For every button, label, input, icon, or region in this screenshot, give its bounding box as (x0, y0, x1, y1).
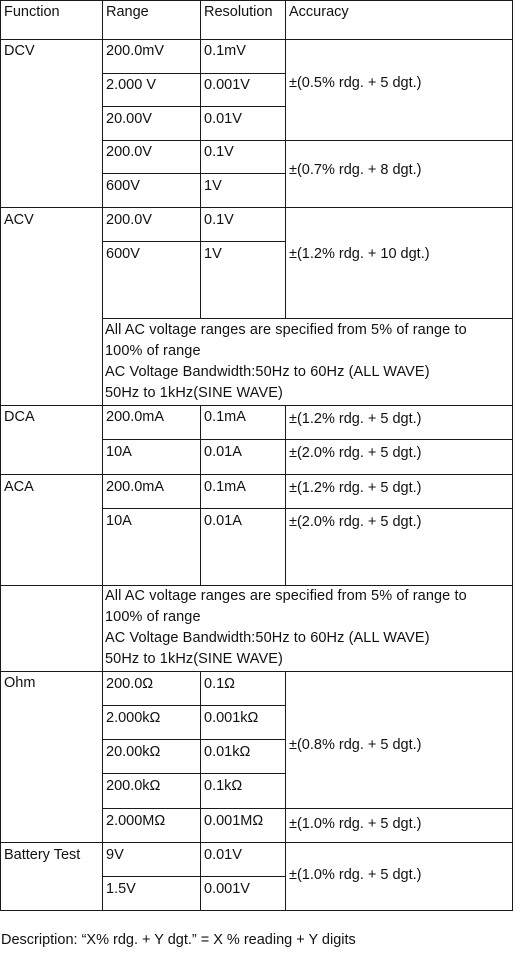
accuracy-dcv-high: ±(0.7% rdg. + 8 dgt.) (289, 162, 422, 178)
range-cell: 200.0kΩ (106, 778, 161, 794)
resolution-cell: 0.01V (204, 847, 242, 863)
accuracy-dcv-low: ±(0.5% rdg. + 5 dgt.) (289, 75, 422, 91)
resolution-cell: 1V (204, 178, 222, 194)
note-line: 50Hz to 1kHz(SINE WAVE) (105, 385, 283, 401)
note-line: AC Voltage Bandwidth:50Hz to 60Hz (ALL WAVE) (105, 364, 430, 380)
accuracy-ohm-high: ±(1.0% rdg. + 5 dgt.) (289, 816, 422, 832)
resolution-cell: 1V (204, 246, 222, 262)
resolution-cell: 0.1mA (204, 479, 246, 495)
note-line: 100% of range (105, 609, 201, 625)
accuracy-aca-10a: ±(2.0% rdg. + 5 dgt.) (289, 514, 422, 530)
resolution-cell: 0.001V (204, 77, 250, 93)
range-cell: 10A (106, 513, 132, 529)
function-aca: ACA (4, 479, 34, 495)
resolution-cell: 0.1Ω (204, 676, 235, 692)
range-cell: 200.0V (106, 144, 152, 160)
header-resolution: Resolution (204, 4, 273, 20)
resolution-cell: 0.01V (204, 111, 242, 127)
range-cell: 1.5V (106, 881, 136, 897)
range-cell: 2.000kΩ (106, 710, 161, 726)
range-cell: 20.00kΩ (106, 744, 161, 760)
range-cell: 9V (106, 847, 124, 863)
note-line: All AC voltage ranges are specified from 5% of range to (105, 588, 467, 604)
header-function: Function (4, 4, 60, 20)
accuracy-dca-200ma: ±(1.2% rdg. + 5 dgt.) (289, 411, 422, 427)
range-cell: 200.0mV (106, 43, 165, 59)
function-dca: DCA (4, 409, 35, 425)
function-acv: ACV (4, 212, 34, 228)
note-line: 50Hz to 1kHz(SINE WAVE) (105, 651, 283, 667)
description-text: Description: “X% rdg. + Y dgt.” = X % reading + Y digits (1, 932, 356, 948)
header-range: Range (106, 4, 149, 20)
range-cell: 10A (106, 444, 132, 460)
accuracy-aca-200ma: ±(1.2% rdg. + 5 dgt.) (289, 480, 422, 496)
range-cell: 200.0V (106, 212, 152, 228)
resolution-cell: 0.01A (204, 513, 242, 529)
range-cell: 2.000 V (106, 77, 156, 93)
range-cell: 600V (106, 246, 140, 262)
function-ohm: Ohm (4, 675, 36, 691)
resolution-cell: 0.01kΩ (204, 744, 251, 760)
note-line: AC Voltage Bandwidth:50Hz to 60Hz (ALL WAVE) (105, 630, 430, 646)
note-line: All AC voltage ranges are specified from 5% of range to (105, 322, 467, 338)
range-cell: 200.0mA (106, 409, 165, 425)
range-cell: 200.0Ω (106, 676, 154, 692)
range-cell: 200.0mA (106, 479, 165, 495)
resolution-cell: 0.001V (204, 881, 250, 897)
function-battery-test: Battery Test (4, 847, 81, 863)
accuracy-acv: ±(1.2% rdg. + 10 dgt.) (289, 246, 430, 262)
range-cell: 2.000MΩ (106, 813, 166, 829)
resolution-cell: 0.01A (204, 444, 242, 460)
function-dcv: DCV (4, 43, 35, 59)
accuracy-ohm-low: ±(0.8% rdg. + 5 dgt.) (289, 737, 422, 753)
range-cell: 600V (106, 178, 140, 194)
ac-current-note (105, 586, 467, 670)
resolution-cell: 0.001MΩ (204, 813, 264, 829)
accuracy-dca-10a: ±(2.0% rdg. + 5 dgt.) (289, 445, 422, 461)
resolution-cell: 0.001kΩ (204, 710, 259, 726)
accuracy-battery: ±(1.0% rdg. + 5 dgt.) (289, 867, 422, 883)
resolution-cell: 0.1V (204, 144, 234, 160)
resolution-cell: 0.1V (204, 212, 234, 228)
note-line: 100% of range (105, 343, 201, 359)
ac-voltage-note (105, 320, 467, 404)
resolution-cell: 0.1mV (204, 43, 246, 59)
range-cell: 20.00V (106, 111, 152, 127)
resolution-cell: 0.1kΩ (204, 778, 243, 794)
resolution-cell: 0.1mA (204, 409, 246, 425)
header-accuracy: Accuracy (289, 4, 349, 20)
